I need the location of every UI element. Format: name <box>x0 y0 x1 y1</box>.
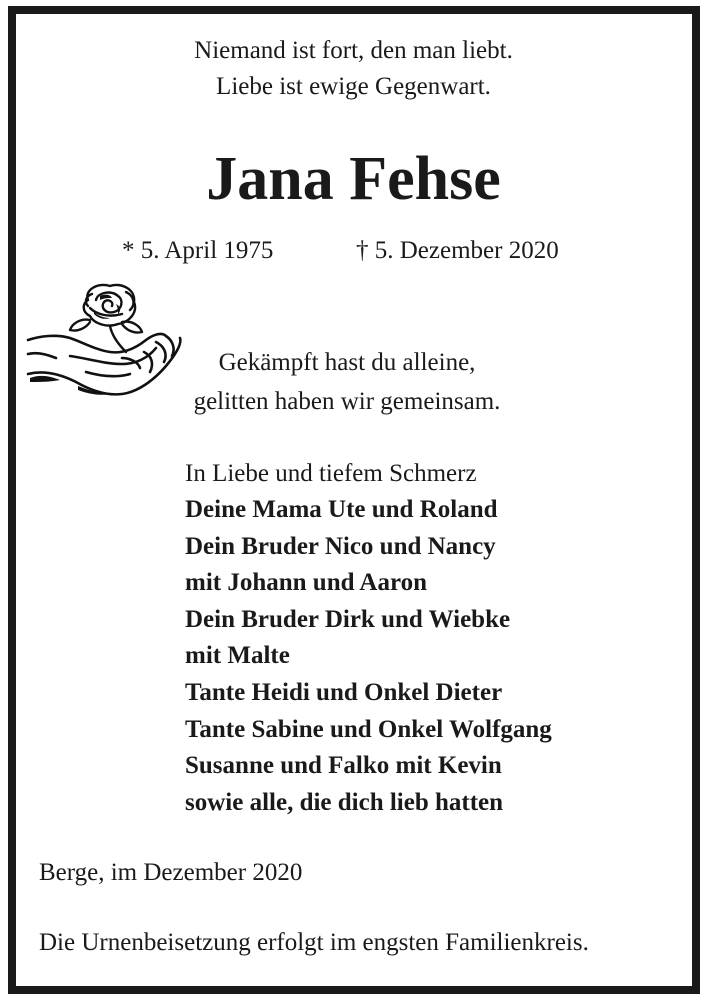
mourner-line: mit Johann und Aaron <box>185 569 427 597</box>
mourner-line: Deine Mama Ute und Roland <box>185 496 498 523</box>
mourner-line: Tante Sabine und Onkel Wolfgang <box>185 715 552 743</box>
mourners-block <box>185 456 685 821</box>
birth-date: * 5. April 1975 <box>122 237 274 264</box>
place-and-date: Berge, im Dezember 2020 <box>39 859 303 886</box>
mourner-line: mit Malte <box>185 642 290 670</box>
verse-line-1: Gekämpft hast du alleine, <box>218 349 476 376</box>
motto-line-1: Niemand ist fort, den man liebt. <box>194 37 513 64</box>
mourner-line: Dein Bruder Dirk und Wiebke <box>185 605 511 633</box>
motto-line-2: Liebe ist ewige Gegenwart. <box>216 73 491 100</box>
mourner-line: Susanne und Falko mit Kevin <box>185 752 502 780</box>
mourners-intro: In Liebe und tiefem Schmerz <box>185 460 477 487</box>
verse-line-2: gelitten haben wir gemeinsam. <box>193 388 501 415</box>
deceased-name: Jana Fehse <box>206 145 501 213</box>
death-date: † 5. Dezember 2020 <box>356 237 559 264</box>
mourner-line: Dein Bruder Nico und Nancy <box>185 532 496 560</box>
mourner-line: sowie alle, die dich lieb hatten <box>185 788 504 816</box>
burial-notice: Die Urnenbeisetzung erfolgt im engsten Familienkreis. <box>39 929 589 956</box>
mourner-line: Tante Heidi und Onkel Dieter <box>185 678 503 706</box>
